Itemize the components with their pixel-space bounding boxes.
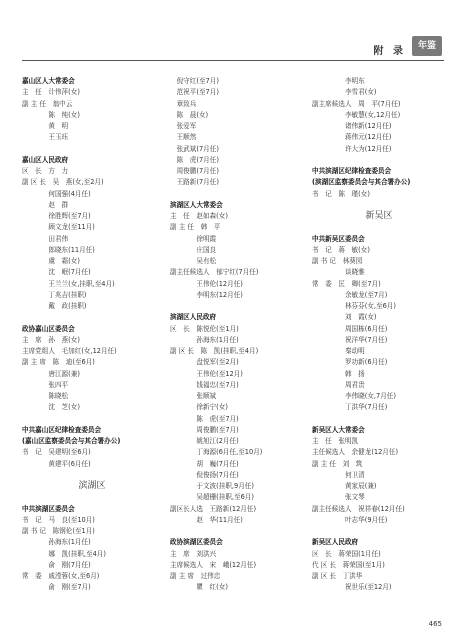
roster-line: 王兰兰(女,挂职,至4月): [22, 279, 115, 288]
roster-line: 孙海东(1月任): [170, 335, 239, 344]
roster-line: 瞿 红(女): [170, 583, 228, 592]
roster-line: [170, 526, 308, 537]
section-heading: (嘉山区监察委员会与其合署办公): [22, 437, 121, 445]
column-3: [312, 76, 446, 594]
section-heading: 政协嘉山区委员会: [22, 324, 75, 333]
section-heading: 滨湖区人民政府: [170, 313, 217, 322]
roster-line: [312, 200, 446, 211]
roster-line: 田君伟: [22, 234, 69, 243]
roster-line: 周君贵: [312, 380, 365, 389]
roster-line: 沈 芝(女): [22, 403, 80, 412]
roster-line: 范祝平(至7月): [170, 88, 219, 97]
section-heading: 中共新吴区委员会: [312, 234, 365, 243]
roster-line: 副 区 长 丁洪华: [312, 572, 363, 580]
roster-line: 李明东: [312, 77, 365, 85]
roster-line: 书 记 马 良(至10月): [22, 515, 95, 524]
roster-line: 张武斌(7月任): [170, 144, 219, 153]
roster-line: 主席候选人 宋 峨(12月任): [170, 560, 257, 569]
section-heading: 新吴区人民政府: [312, 538, 359, 547]
roster-line: 丁洪华(7月任): [312, 403, 388, 412]
roster-line: 副 主 席 过伟忠: [170, 572, 221, 580]
roster-line: 祝洋华(7月任): [312, 335, 388, 344]
page-header: [0, 0, 468, 58]
roster-line: 周俊鹏(7月任): [170, 167, 219, 175]
roster-line: 书 记 蒋 敏(女): [312, 245, 370, 254]
roster-line: 韩 扬: [312, 369, 365, 378]
roster-line: 孙海东(1月任): [22, 538, 91, 547]
roster-line: 区 长 蒋荣国(1月任): [312, 549, 381, 558]
roster-line: 张爱军: [170, 122, 197, 130]
roster-line: 丁海源(6月任,至10月): [170, 448, 263, 457]
roster-line: 黄家辰(兼): [312, 482, 377, 490]
roster-line: [312, 222, 446, 233]
roster-line: [22, 492, 162, 503]
roster-line: 娜 凯(挂职,至4月): [22, 549, 106, 558]
roster-line: 余敏龙(至7月): [312, 290, 388, 299]
roster-line: 沈 岷(7月任): [22, 268, 91, 277]
roster-line: 副 主 任 翁中云: [22, 99, 73, 108]
roster-line: 陈 晨(女): [170, 110, 209, 119]
roster-line: [312, 526, 446, 537]
roster-line: 叶志华(9月任): [312, 515, 388, 524]
roster-line: [22, 312, 162, 323]
section-heading: 嘉山区人大常委会: [22, 77, 75, 85]
roster-line: 常 委 匡 卿(至7月): [312, 279, 381, 288]
roster-line: 于文波(挂职,9月任): [170, 482, 254, 490]
section-heading: 中共嘉山区纪律检查委员会: [22, 425, 102, 434]
roster-line: 徐胜辉(至7月): [22, 212, 91, 220]
section-heading: (滨湖区监察委员会与其合署办公): [312, 178, 411, 187]
column-1: [22, 76, 162, 594]
roster-line: 副 区 长 吴 燕(女,至2月): [22, 178, 104, 187]
roster-line: [170, 189, 308, 200]
roster-line: 顾文龙(至11月): [22, 223, 95, 232]
roster-line: 副 区 长 陈 凯(挂职,至4月): [170, 347, 259, 355]
roster-line: 蒋伟元(12月任): [312, 133, 392, 142]
district-heading: 滨湖区: [78, 481, 106, 491]
roster-line: 副主任候选人 祝祥春(12月任): [312, 504, 405, 513]
roster-line: [22, 144, 162, 155]
roster-line: 代 区 长 蒋荣国(至1月): [312, 560, 385, 569]
roster-line: 李雪君(女): [312, 88, 377, 97]
roster-line: 主 席 刘洪兴: [170, 549, 217, 558]
roster-line: 书 记 吴建明(至6月): [22, 448, 91, 457]
roster-line: 主 任 张明凯: [312, 437, 359, 445]
roster-line: 赵 华(11月任): [170, 515, 243, 524]
roster-line: 周俊鹏(至7月): [170, 425, 239, 434]
roster-line: 胡 巍(7月任): [170, 459, 239, 468]
section-heading: 滨湖区人大常委会: [170, 200, 223, 209]
roster-line: [312, 155, 446, 166]
roster-line: 书 记 陈 瑾(女): [312, 189, 370, 198]
roster-line: 谈晓雅: [312, 268, 365, 277]
section-heading: 政协滨湖区委员会: [170, 538, 223, 547]
roster-line: 黄建平(6月任): [22, 459, 91, 468]
roster-line: 区 长 方 力: [22, 167, 69, 175]
roster-line: 副 主 任 韩 平: [170, 223, 221, 232]
roster-line: [22, 470, 162, 481]
content-columns: [22, 76, 444, 616]
section-heading: 中共滨湖区纪律检查委员会: [312, 167, 392, 175]
roster-line: 李明东(12月任): [170, 290, 243, 299]
roster-line: 王玉珏: [22, 133, 69, 142]
roster-line: 何卫清: [312, 470, 365, 479]
roster-line: 祝世乐(至12月): [312, 583, 392, 592]
roster-line: 主 任 赵如森(女): [170, 212, 228, 220]
yearbook-logo: 年鉴: [412, 36, 442, 56]
page-number: 465: [428, 620, 442, 628]
roster-line: 吴超栅(挂职,至6月): [170, 493, 254, 502]
roster-line: [22, 414, 162, 425]
roster-line: 王顺然: [170, 133, 197, 142]
section-heading: 嘉山区人民政府: [22, 155, 69, 164]
roster-line: 副 主 任 刘 筑: [312, 459, 363, 468]
section-heading: 中共滨湖区委员会: [22, 504, 75, 513]
roster-line: 主 席 孙 燕(女): [22, 335, 80, 344]
roster-line: 常 委 戚滢蓉(女,至6月): [22, 572, 100, 580]
roster-line: 章致兵: [170, 99, 197, 108]
roster-line: 吴有松: [170, 257, 217, 265]
header-rule: [22, 60, 444, 61]
roster-line: 副 书 记 林葵园: [312, 257, 363, 265]
roster-line: 陈 虎(至7月): [170, 414, 239, 423]
roster-line: 张四平: [22, 380, 69, 389]
roster-line: 副主席候选人 周 平(7月任): [312, 99, 401, 108]
roster-line: 秦动明: [312, 347, 365, 355]
roster-line: 倪守红(至7月): [170, 77, 219, 85]
roster-line: 主 任 计伟萍(女): [22, 88, 80, 97]
roster-line: 刘 霞(女): [312, 313, 377, 322]
roster-line: 罗功新(6月任): [312, 358, 388, 367]
roster-line: [170, 301, 308, 312]
roster-line: 李伟晓(女,7月任): [312, 392, 396, 400]
roster-line: 戴 政(挂职): [22, 302, 87, 310]
roster-line: 许大为(12月任): [312, 144, 392, 153]
roster-line: 俞 刚(至7月): [22, 583, 91, 592]
roster-line: 黄 明: [22, 122, 69, 130]
roster-line: 副区长人选 王路新(12月任): [170, 504, 257, 513]
roster-line: 钱福忠(至7月): [170, 380, 239, 389]
roster-line: 林芬芬(女,至6月): [312, 302, 396, 310]
roster-line: 诸伟新(12月任): [312, 122, 392, 130]
roster-line: 张文琴: [312, 493, 365, 502]
roster-line: 盘悦军(至2月): [170, 358, 239, 367]
roster-line: 陈晓松: [22, 392, 69, 400]
roster-line: 郎晓东(11月任): [22, 245, 95, 254]
roster-line: 庄国良: [170, 245, 217, 254]
roster-line: 副 主 席 陈 迪(至6月): [22, 358, 95, 367]
roster-line: 李敏慧(女,12月任): [312, 110, 401, 119]
district-heading: 新吴区: [365, 211, 393, 221]
column-2: [170, 76, 308, 594]
roster-line: [312, 414, 446, 425]
roster-line: 唐江源(兼): [22, 369, 80, 378]
roster-line: 陈 纯(女): [22, 110, 80, 119]
roster-line: 何国强(4月任): [22, 189, 91, 198]
roster-line: 俞 刚(7月任): [22, 560, 91, 569]
roster-line: 张顺斌: [170, 392, 217, 400]
roster-line: 王伟伦(至12月): [170, 369, 243, 378]
roster-line: 王伟伦(12月任): [170, 279, 243, 288]
roster-line: 副主任候选人 郁宁红(7月任): [170, 268, 259, 277]
roster-line: 虞 霜(女): [22, 257, 80, 265]
roster-line: 副 书 记 陈钢伦(至1月): [22, 527, 95, 535]
roster-line: 倪俊扬(7月任): [170, 470, 239, 479]
roster-line: 主席党组人 毛加红(女,12月任): [22, 347, 117, 355]
roster-line: 徐新宁(女): [170, 403, 228, 412]
roster-line: 区 长 陈悦伦(至1月): [170, 324, 239, 333]
section-title: 附 录: [373, 46, 406, 57]
roster-line: 王路新(7月任): [170, 178, 219, 187]
roster-line: 姚旭江(2月任): [170, 437, 239, 445]
roster-line: 陈 虎(7月任): [170, 155, 219, 164]
roster-line: 徐明霞: [170, 234, 217, 243]
roster-line: 丁兆吉(挂职): [22, 290, 87, 299]
roster-line: 周国栋(6月任): [312, 324, 388, 333]
roster-line: 赵 群: [22, 200, 69, 209]
section-heading: 新吴区人大常委会: [312, 425, 365, 434]
roster-line: 主任候选人 余健龙(12月任): [312, 448, 399, 457]
